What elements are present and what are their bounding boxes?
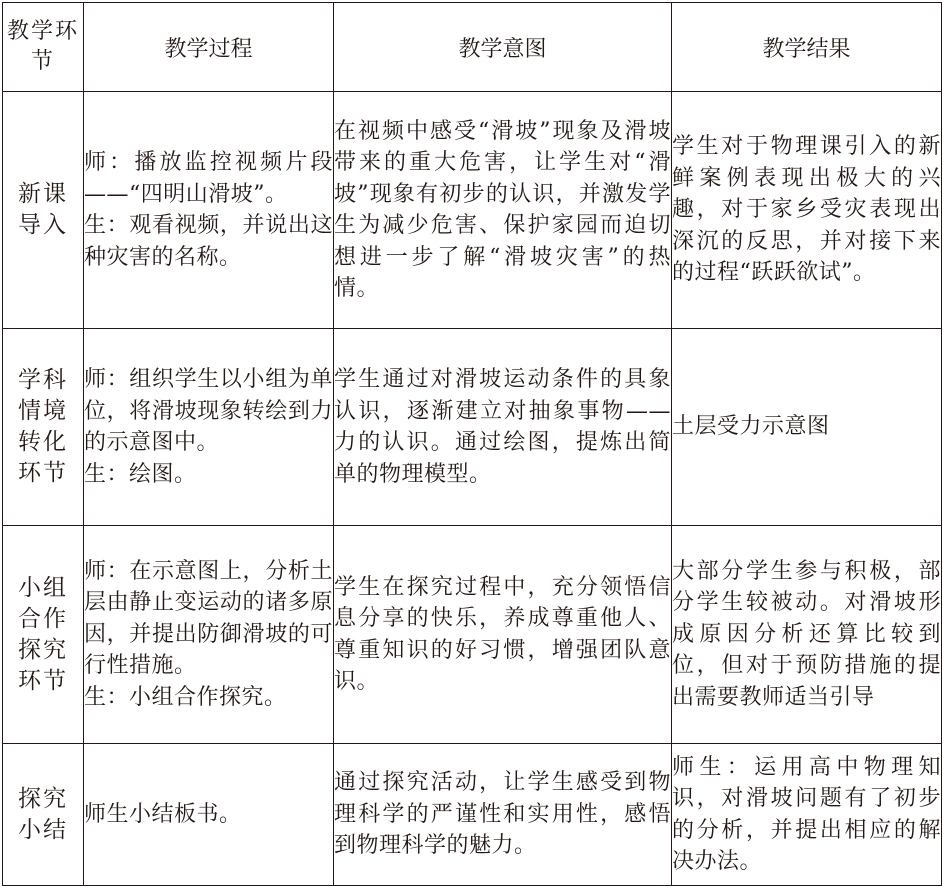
intent-cell: 通过探究活动，让学生感受到物理科学的严谨性和实用性，感悟到物理科学的魅力。 [334,744,672,886]
table-row [3,92,942,329]
student-line: 生：绘图。 [84,461,197,487]
result-cell: 师生：运用高中物理知识，对滑坡问题有了初步的分析，并提出相应的解决办法。 [672,744,942,886]
table-row [3,526,942,744]
summary-line: 师生小结板书。 [84,801,242,827]
header-row [3,3,942,92]
process-cell [84,329,334,526]
student-line: 生：小组合作探究。 [84,684,287,710]
intent-cell: 在视频中感受“滑坡”现象及滑坡带来的重大危害，让学生对“滑坡”现象有初步的认识，并激发学生为减少危害、保护家园而迫切想进一步了解“滑坡灾害”的热情。 [334,92,672,329]
stage-cell: 探究小结 [3,744,84,886]
header-intent: 教学意图 [334,3,672,92]
process-cell [84,92,334,329]
teacher-line: 师：在示意图上，分析土层由静止变运动的诸多原因，并提出防御滑坡的可行性措施。 [84,558,333,679]
header-result: 教学结果 [672,3,942,92]
intent-cell: 学生在探究过程中，充分领悟信息分享的快乐，养成尊重他人、尊重知识的好习惯，增强团队意识。 [334,526,672,744]
student-line: 生：观看视频，并说出这种灾害的名称。 [84,213,333,270]
header-process: 教学过程 [84,3,334,92]
stage-cell: 新课导入 [3,92,84,329]
teacher-line: 师：播放监控视频片段——“四明山滑坡”。 [84,150,333,207]
result-cell: 土层受力示意图 [672,329,942,526]
result-cell: 大部分学生参与积极，部分学生较被动。对滑坡形成原因分析还算比较到位，但对于预防措施的提出需要教师适当引导 [672,526,942,744]
stage-cell: 学科情境转化环节 [3,329,84,526]
teacher-line: 师：组织学生以小组为单位，将滑坡现象转绘到力的示意图中。 [84,367,333,455]
process-cell [84,526,334,744]
table-row [3,329,942,526]
header-stage: 教学环节 [3,3,84,92]
process-cell [84,744,334,886]
intent-cell: 学生通过对滑坡运动条件的具象认识，逐渐建立对抽象事物——力的认识。通过绘图，提炼出简单的物理模型。 [334,329,672,526]
lesson-plan-table [2,2,942,886]
table-row [3,744,942,886]
stage-cell: 小组合作探究环节 [3,526,84,744]
result-cell: 学生对于物理课引入的新鲜案例表现出极大的兴趣，对于家乡受灾表现出深沉的反思，并对接下来的过程“跃跃欲试”。 [672,92,942,329]
